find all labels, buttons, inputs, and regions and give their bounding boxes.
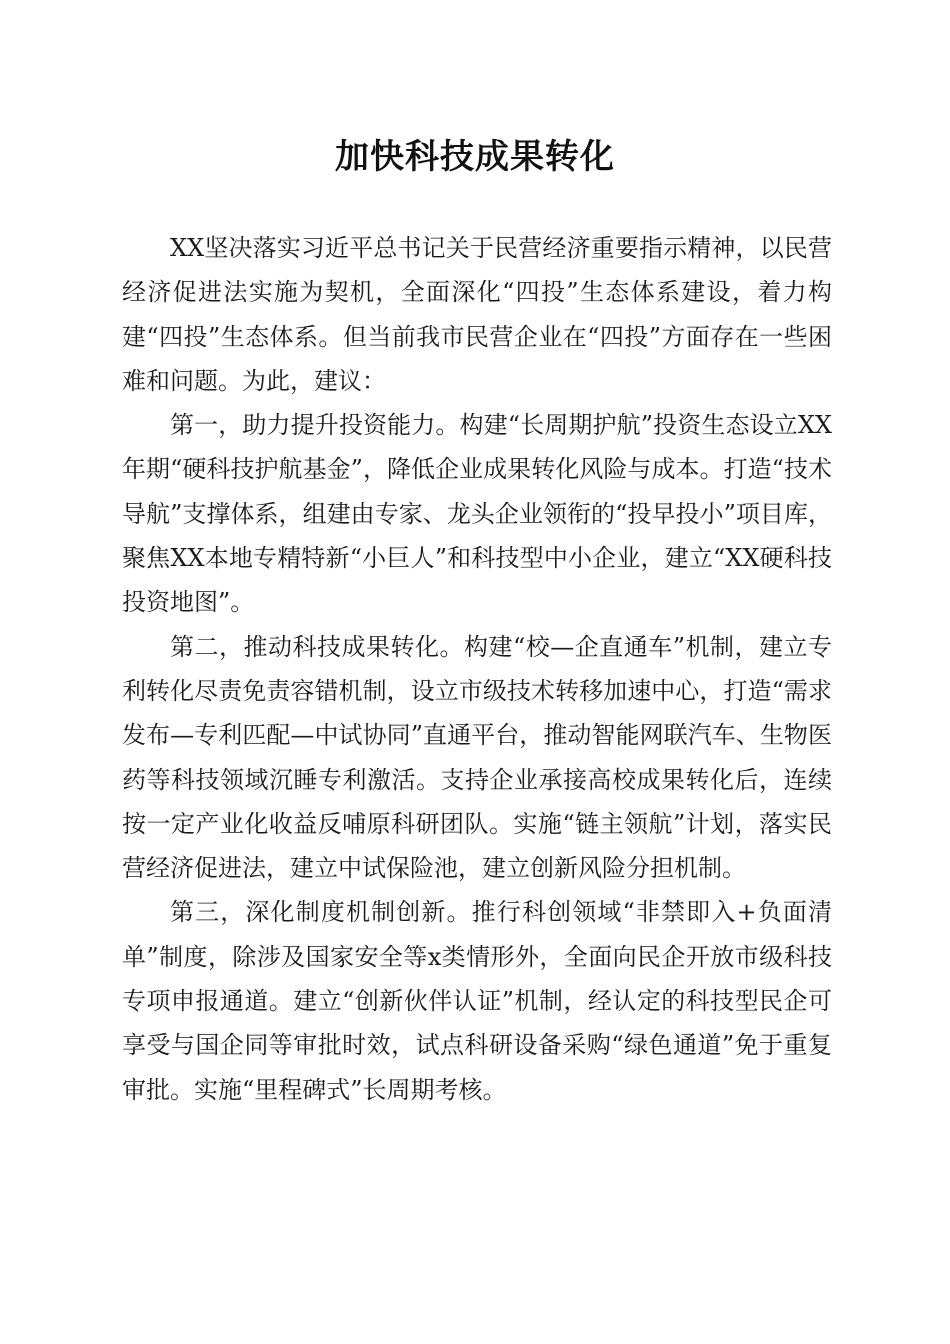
document-body <box>122 226 832 1112</box>
paragraph-point-1: 第一，助力提升投资能力。构建“长周期护航”投资生态设立XX年期“硬科技护航基金”，降低企业成果转化风险与成本。打造“技术导航”支撑体系，组建由专家、龙头企业领衔的“投早投小”项目库，聚焦XX本地专精特新“小巨人”和科技型中小企业，建立“XX硬科技投资地图”。 <box>122 411 832 617</box>
paragraph-point-2: 第二，推动科技成果转化。构建“校—企直通车”机制，建立专利转化尽责免责容错机制，设立市级技术转移加速中心，打造“需求发布—专利匹配—中试协同”直通平台，推动智能网联汽车、生物医药等科技领域沉睡专利激活。支持企业承接高校成果转化后，连续按一定产业化收益反哺原科研团队。实施“链主领航”计划，落实民营经济促进法，建立中试保险池，建立创新风险分担机制。 <box>122 632 832 883</box>
paragraph-intro: XX坚决落实习近平总书记关于民营经济重要指示精神，以民营经济促进法实施为契机，全面深化“四投”生态体系建设，着力构建“四投”生态体系。但当前我市民营企业在“四投”方面存在一些困难和问题。为此，建议： <box>122 234 832 395</box>
paragraph-point-3: 第三，深化制度机制创新。推行科创领域“非禁即入+负面清单”制度，除涉及国家安全等x类情形外，全面向民企开放市级科技专项申报通道。建立“创新伙伴认证”机制，经认定的科技型民企可享受与国企同等审批时效，试点科研设备采购“绿色通道”免于重复审批。实施“里程碑式”长周期考核。 <box>122 898 832 1104</box>
document-title: 加快科技成果转化 <box>335 137 615 177</box>
